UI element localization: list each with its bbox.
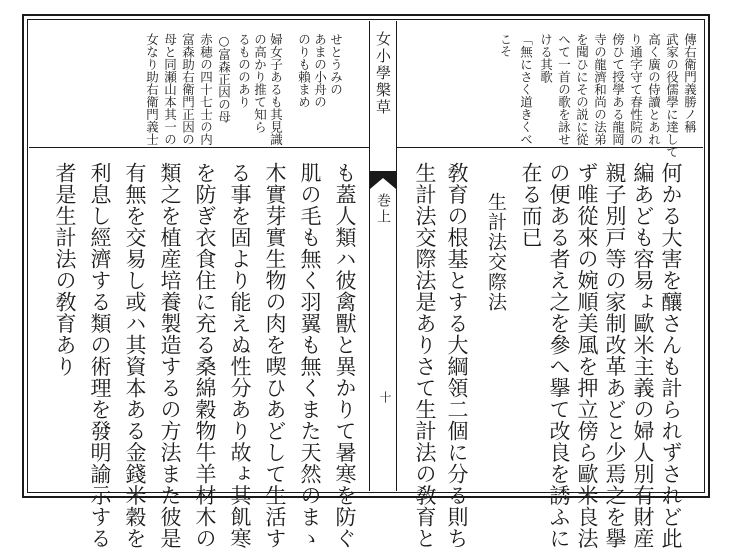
body-line: 木實芽實生物の肉を喫ひあどして生活す <box>263 162 287 549</box>
body-line: の便ある者え之を參へ擧て改良を誘ふに <box>547 162 571 549</box>
head-note-line: へて一首の歌を詠せ <box>556 33 572 146</box>
body-line: 編あども容易ょ歐米主義の婦人別有財産 <box>631 162 655 549</box>
head-note-line: 傍ひて授學ある龍岡 <box>610 33 626 146</box>
head-note-line: こそ <box>498 33 513 57</box>
head-note-line: 赤穂の四十七士の内 <box>198 33 214 146</box>
head-note-line: を聞ひにその説に從 <box>574 33 590 146</box>
body-line: 類之を植産培養製造するの方法また彼是 <box>158 162 182 549</box>
body-line: 肌の毛も無く羽翼も無くまた天然のまゝ <box>298 162 322 549</box>
running-title: 女小學槃草 <box>374 31 392 116</box>
body-line: 有無を交易し或ハ其資本ある金錢米穀を <box>123 162 147 549</box>
section-heading: 生計法交際法 <box>485 192 507 312</box>
head-note-line: のりも賴まめ <box>296 33 312 108</box>
head-note-line: 高く廣の侍讀とあれ <box>646 33 662 146</box>
fishtail-ornament <box>370 171 396 189</box>
body-line: ず唯從來の婉順美風を押立傍ら歐米良法 <box>575 162 599 549</box>
body-line: 在る而已 <box>519 162 543 248</box>
head-note-line: 富森助右衛門正因の <box>180 33 196 146</box>
head-note-line: 女なり助右衛門義士 <box>144 33 160 146</box>
body-line: る事を固より能えぬ性分あり故ょ其飢寒 <box>228 162 252 549</box>
center-gutter <box>369 21 397 491</box>
body-line: 何かる大害を釀さんも計られずされど此 <box>659 162 683 549</box>
head-note-line: 武家の役儒學に達して <box>664 33 680 158</box>
head-note-line: 婦女子あるも其見識 <box>268 33 284 146</box>
head-note-line: ○富森正因の母 <box>216 33 232 123</box>
volume-label: 巻上 <box>375 193 391 225</box>
body-line: 者是生計法の敎育あり <box>53 162 77 377</box>
book-page <box>22 14 710 549</box>
head-note-line: り通字守て春性院の <box>628 33 644 146</box>
head-notes-band <box>29 21 703 158</box>
body-line: 生計法交際法是ありさて生計法の敎育と <box>413 162 437 549</box>
body-line: 敎育の根基とする大綱領二個に分る則ち <box>445 162 469 549</box>
head-note-line: の高かり推て知ら <box>252 33 268 133</box>
body-line: を防ぎ衣食住に充る桑綿穀物牛羊材木の <box>193 162 217 549</box>
head-note-line: 寺の龍濟和尚の法弟 <box>592 33 608 146</box>
head-note-line: 傳右衛門義勝ノ稱 <box>682 33 698 133</box>
body-line: 親子別戸等の家制改革あどと少焉之を擧 <box>603 162 627 549</box>
head-note-line: ける其歌 <box>538 33 554 83</box>
head-note-line: あまの小舟の <box>312 33 328 108</box>
head-note-line: るもののあり <box>236 33 252 108</box>
body-line: 利息し經濟する類の術理を發明諭示する <box>88 162 112 549</box>
page-number: 十 <box>378 391 392 403</box>
body-line: も蓋人類ハ彼禽獸と異かりて暑寒を防ぐ <box>333 162 357 549</box>
head-note-line: 「無にさく道きくべ <box>518 33 534 146</box>
head-note-line: 母と同瀬山本其一の <box>162 33 178 146</box>
head-note-line: せとうみの <box>328 33 344 96</box>
